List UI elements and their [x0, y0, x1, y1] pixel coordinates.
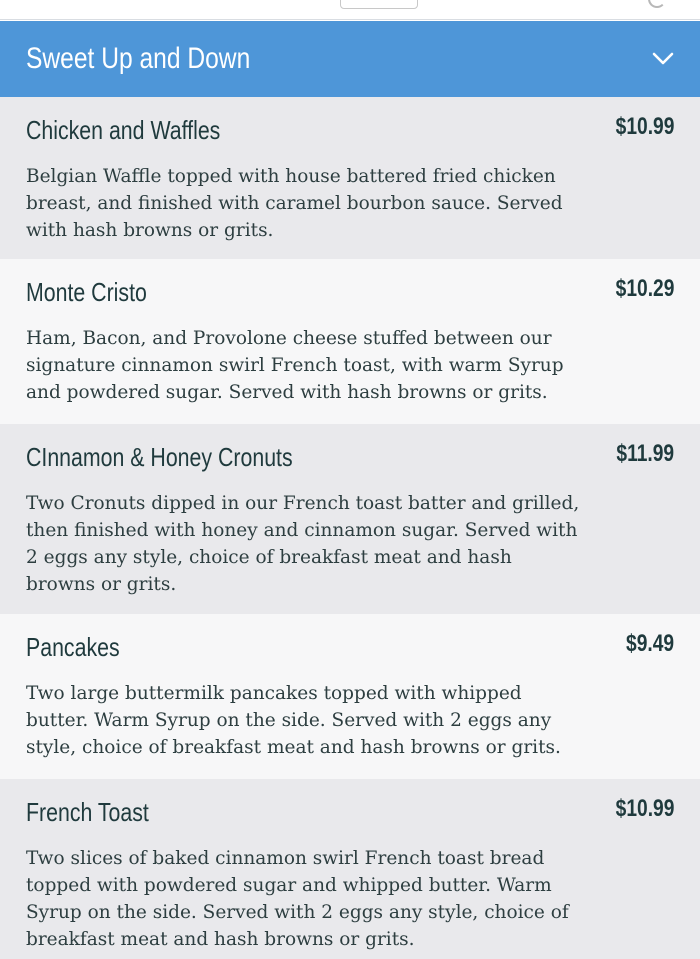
- item-price: $11.99: [616, 440, 674, 467]
- item-name: Chicken and Waffles: [26, 115, 221, 145]
- item-price: $10.99: [615, 113, 674, 140]
- menu-item[interactable]: [0, 97, 700, 259]
- item-description: Belgian Waffle topped with house battered fried chicken breast, and finished with caramel bourbon sauce. Served with hash browns or grits.: [26, 166, 563, 241]
- item-name: Monte Cristo: [26, 277, 147, 307]
- item-price: $10.29: [615, 275, 674, 302]
- item-description: Two Cronuts dipped in our French toast batter and grilled, then finished with honey and cinnamon sugar. Served with 2 eggs any style, choice of breakfast meat and hash browns or grits.: [26, 493, 580, 595]
- menu-item[interactable]: [0, 614, 700, 779]
- item-name: CInnamon & Honey Cronuts: [26, 442, 293, 472]
- top-tab[interactable]: [340, 0, 418, 9]
- item-price: $9.49: [625, 630, 674, 657]
- item-description: Ham, Bacon, and Provolone cheese stuffed between our signature cinnamon swirl French toast, with warm Syrup and powdered sugar. Served with hash browns or grits.: [26, 328, 564, 403]
- item-description: Two large buttermilk pancakes topped with whipped butter. Warm Syrup on the side. Served with 2 eggs any style, choice of breakfast meat and hash browns or grits.: [26, 683, 561, 758]
- menu-item[interactable]: [0, 779, 700, 959]
- refresh-icon[interactable]: [648, 0, 666, 8]
- category-header[interactable]: [0, 21, 700, 97]
- category-title: Sweet Up and Down: [26, 42, 251, 75]
- top-bar: [0, 0, 700, 20]
- menu-item[interactable]: [0, 424, 700, 614]
- menu-item[interactable]: [0, 259, 700, 424]
- item-description: Two slices of baked cinnamon swirl French toast bread topped with powdered sugar and whipped butter. Warm Syrup on the side. Served with 2 eggs any style, choice of breakfast meat and hash browns or grits.: [26, 848, 569, 950]
- menu-list: [0, 97, 700, 959]
- item-price: $10.99: [615, 795, 674, 822]
- chevron-down-icon[interactable]: [652, 48, 674, 70]
- item-name: French Toast: [26, 797, 149, 827]
- item-name: Pancakes: [26, 632, 120, 662]
